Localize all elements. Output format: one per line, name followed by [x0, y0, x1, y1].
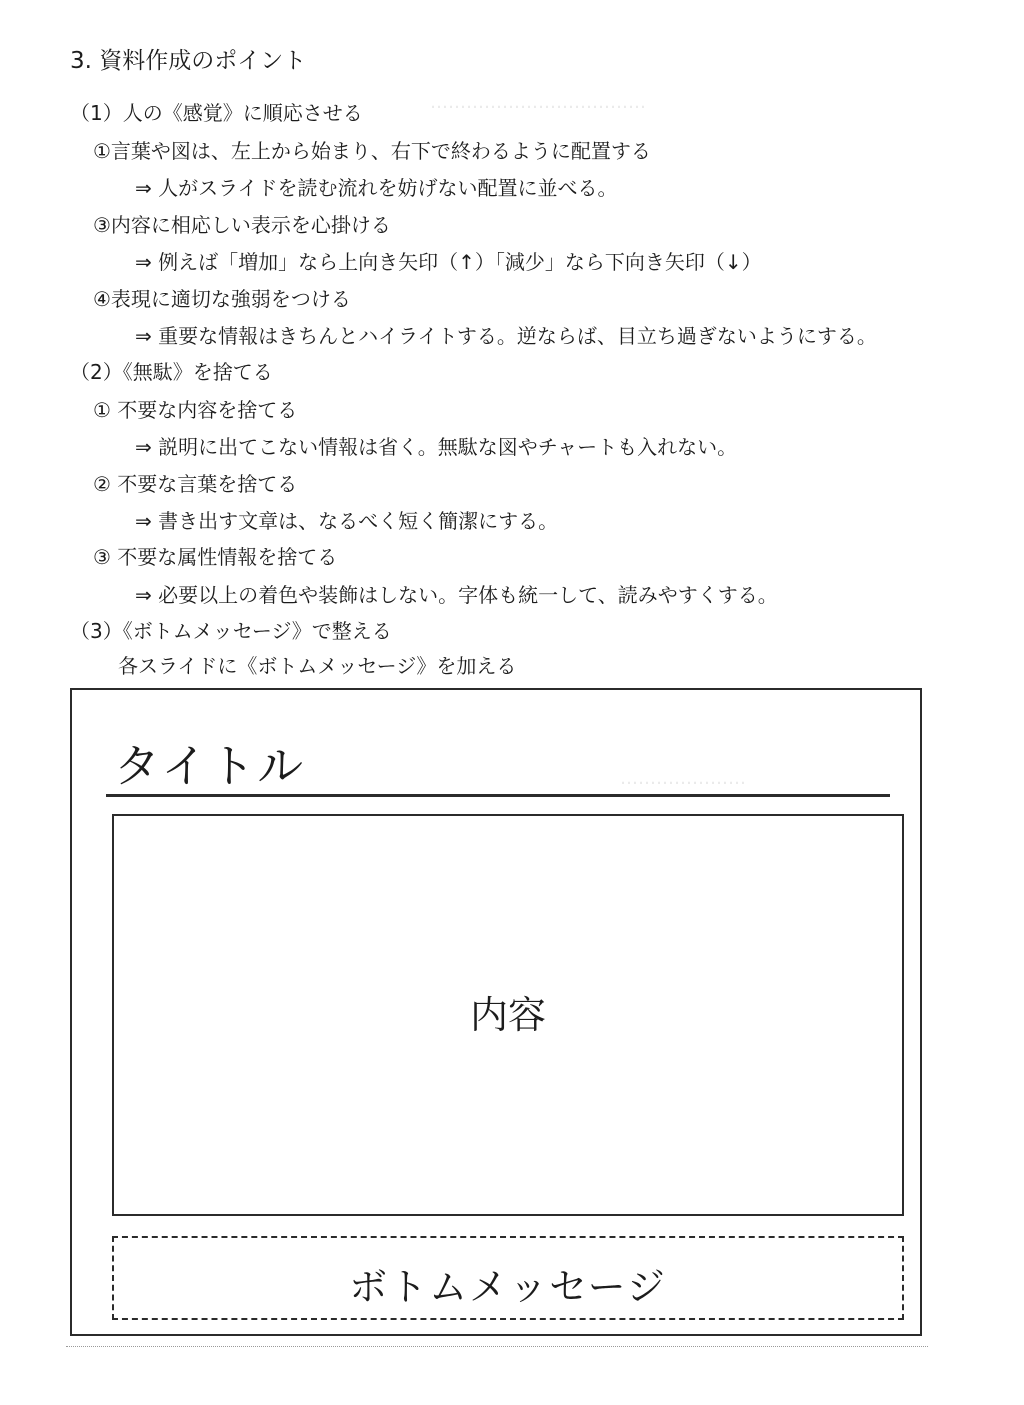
bottom-message-area	[112, 1236, 904, 1320]
content-area	[112, 814, 904, 1216]
slide-title: タイトル	[114, 739, 306, 793]
point-detail: ⇒ 書き出す文章は、なるべく短く簡潔にする。	[135, 509, 559, 533]
point-detail: ⇒ 重要な情報はきちんとハイライトする。逆ならば、目立ち過ぎないようにする。	[135, 324, 877, 348]
bleed-through-text: …………………	[620, 768, 746, 789]
point-item: ② 不要な言葉を捨てる	[93, 472, 298, 496]
title-underline	[106, 794, 890, 797]
point-detail: 各スライドに《ボトムメッセージ》を加える	[118, 654, 517, 678]
point-item: ① 不要な内容を捨てる	[93, 398, 298, 422]
subsection-heading-2: （2）《無駄》を捨てる	[70, 360, 273, 384]
point-detail: ⇒ 説明に出てこない情報は省く。無駄な図やチャートも入れない。	[135, 435, 738, 459]
point-item: ①言葉や図は、左上から始まり、右下で終わるように配置する	[93, 139, 651, 163]
bleed-through-text: ………………………………	[430, 92, 646, 113]
subsection-heading-1: （1）人の《感覚》に順応させる	[70, 101, 363, 125]
point-item: ③ 不要な属性情報を捨てる	[93, 545, 338, 569]
page-bottom-rule	[66, 1346, 928, 1347]
bottom-message-label: ボトムメッセージ	[349, 1265, 667, 1309]
section-heading: 3. 資料作成のポイント	[70, 48, 307, 74]
subsection-heading-3: （3）《ボトムメッセージ》で整える	[70, 619, 392, 643]
content-label: 内容	[469, 993, 546, 1037]
point-detail: ⇒ 例えば「増加」なら上向き矢印（↑）「減少」なら下向き矢印（↓）	[135, 250, 762, 274]
point-item: ③内容に相応しい表示を心掛ける	[93, 213, 391, 237]
slide-template-diagram	[70, 688, 922, 1336]
point-detail: ⇒ 必要以上の着色や装飾はしない。字体も統一して、読みやすくする。	[135, 583, 778, 607]
point-detail: ⇒ 人がスライドを読む流れを妨げない配置に並べる。	[135, 176, 618, 200]
point-item: ④表現に適切な強弱をつける	[93, 287, 351, 311]
